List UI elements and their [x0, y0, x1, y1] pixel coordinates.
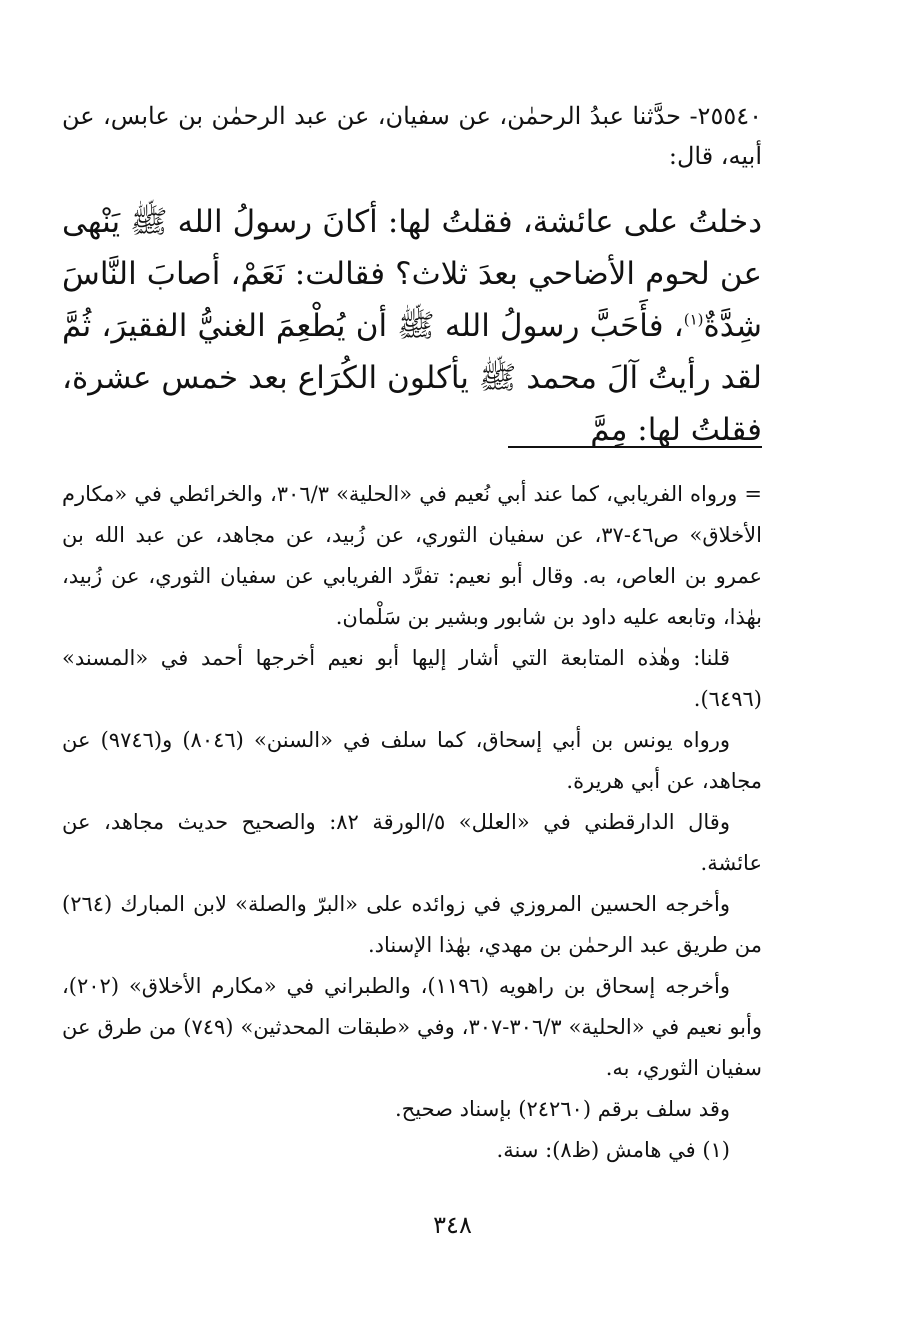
- note-paragraph: وقال الدارقطني في «العلل» ٥/الورقة ٨٢: والصحيح حديث مجاهد، عن عائشة.: [62, 810, 762, 875]
- note-paragraph: وأخرجه إسحاق بن راهويه (١١٩٦)، والطبراني في «مكارم الأخلاق» (٢٠٢)، وأبو نعيم في «الحلية» ٣٠٦/٣-٣٠٧، وفي «طبقات المحدثين» (٧٤٩) من طرق عن سفيان الثوري، به.: [62, 974, 762, 1080]
- note-paragraph: وقد سلف برقم (٢٤٢٦٠) بإسناد صحيح.: [395, 1097, 730, 1121]
- hadith-intro-text: ٢٥٥٤٠- حدَّثنا عبدُ الرحمٰن، عن سفيان، عن عبد الرحمٰن بن عابس، عن أبيه، قال:: [62, 102, 762, 170]
- footnotes-section: [62, 474, 762, 1171]
- note-paragraph: ورواه يونس بن أبي إسحاق، كما سلف في «السنن» (٨٠٤٦) و(٩٧٤٦) عن مجاهد، عن أبي هريرة.: [62, 728, 762, 793]
- note-paragraph: = ورواه الفريابي، كما عند أبي نُعيم في «الحلية» ٣٠٦/٣، والخرائطي في «مكارم الأخلاق» ص٤٦-٣٧، عن سفيان الثوري، عن زُبيد، عن مجاهد، عن عبد الله بن عمرو بن العاص، به. وقال أبو نعيم: تفرَّد الفريابي عن سفيان الثوري، عن زُبيد، بهٰذا، وتابعه عليه داود بن شابور وبشير بن سَلْمان.: [62, 482, 762, 629]
- hadith-matn: [62, 196, 762, 456]
- note-paragraph: وأخرجه الحسين المروزي في زوائده على «البرّ والصلة» لابن المبارك (٢٦٤) من طريق عبد الرحمٰن بن مهدي، بهٰذا الإسناد.: [62, 892, 762, 957]
- hadith-body-part1: دخلتُ على عائشة، فقلتُ لها: أكانَ رسولُ الله ﷺ يَنْهى عن لحوم الأضاحي بعدَ ثلاث؟ فقالت: نَعَمْ، أصابَ النَّاسَ شِدَّةٌ: [62, 204, 762, 344]
- page-number: ٣٤٨: [433, 1211, 472, 1239]
- hadith-isnad: [62, 96, 762, 176]
- footnote-divider: [508, 446, 762, 448]
- note-paragraph: قلنا: وهٰذه المتابعة التي أشار إليها أبو نعيم أخرجها أحمد في «المسند» (٦٤٩٦).: [62, 646, 762, 711]
- footnote-marker: (١): [683, 310, 704, 329]
- footnote-1: (١) في هامش (ظ٨): سنة.: [496, 1138, 730, 1162]
- hadith-body-paragraph: [62, 196, 762, 456]
- hadith-body-part2: ، فأَحَبَّ رسولُ الله ﷺ أن يُطْعِمَ الغنيُّ الفقيرَ، ثُمَّ لقد رأيتُ آلَ محمد ﷺ يأكلون الكُرَاع بعد خمس عشرة، فقلتُ لها: مِمَّ: [62, 308, 762, 448]
